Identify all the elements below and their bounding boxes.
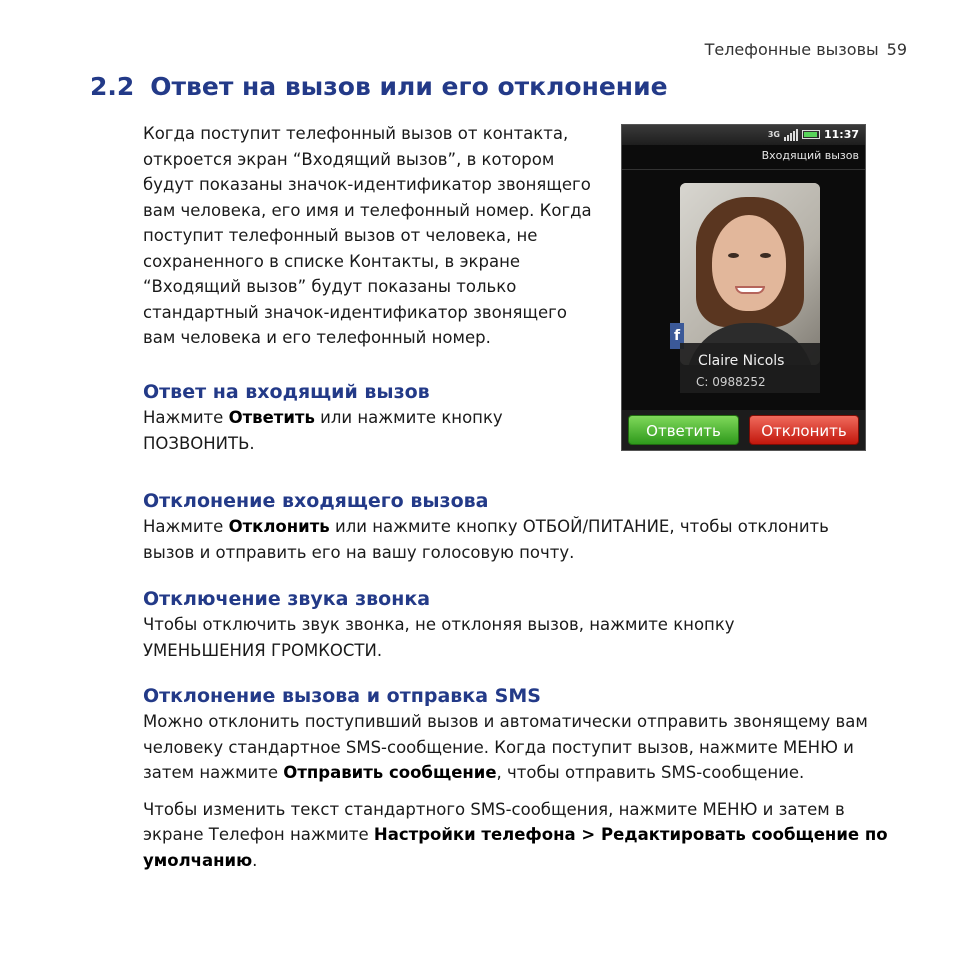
section-decline [143,488,883,565]
signal-icon [784,129,798,141]
chapter-title [90,72,668,101]
caller-phone: C: 0988252 [696,375,766,389]
section-text [143,709,898,786]
section-heading: Отклонение входящего вызова [143,490,489,512]
incoming-call-screenshot [621,124,866,451]
decline-button[interactable]: Отклонить [749,415,859,445]
section-text [143,514,873,565]
bold-term: Отправить сообщение [283,763,497,782]
intro-paragraph: Когда поступит телефонный вызов от контакта, откроется экран “Входящий вызов”, в котором будут показаны значок-идентификатор звонящего вам человека, его имя и телефонный номер. Когда поступит телефонный вызов от человека, не сохраненного в списке Контакты, в экране “Входящий вызов” будут показаны только стандартный значок-идентификатор звонящего вам человека и его телефонный номер. [143,124,592,347]
facebook-icon: f [670,323,684,349]
page-header [705,40,907,59]
chapter-number: 2.2 [90,72,135,101]
section-text: Чтобы отключить звук звонка, не отклоняя вызов, нажмите кнопку УМЕНЬШЕНИЯ ГРОМКОСТИ. [143,615,735,660]
section-heading: Отклонение вызова и отправка SMS [143,685,541,707]
3g-icon: 3G [767,129,780,139]
page-number: 59 [886,40,907,59]
section-text [143,797,898,874]
text-run: или нажмите кнопку ПОЗВОНИТЬ. [143,408,503,453]
text-run: Нажмите [143,408,229,427]
section-heading: Ответ на входящий вызов [143,381,430,403]
call-action-bar [622,410,865,450]
section-mute [143,586,883,663]
section-heading: Отключение звука звонка [143,588,431,610]
bold-term: Настройки телефона > Редактировать сообщение по умолчанию [143,825,888,870]
caller-name: Claire Nicols [698,353,785,369]
divider [622,169,865,170]
bold-term: Ответить [228,408,315,427]
status-bar [622,125,865,145]
section-answer [143,379,523,456]
section-sms [143,683,903,873]
status-icons [768,128,859,141]
text-run: Можно отклонить поступивший вызов и автоматически отправить звонящему вам человеку стандартное SMS-сообщение. Когда поступит вызов, нажмите МЕНЮ и затем нажмите [143,712,868,782]
battery-icon [802,130,820,139]
text-run: Чтобы изменить текст стандартного SMS-сообщения, нажмите МЕНЮ и затем в экране Телефон нажмите [143,799,845,844]
screen-title: Входящий вызов [761,149,859,162]
running-header: Телефонные вызовы [704,40,879,59]
section-text [143,405,523,456]
text-run: , чтобы отправить SMS-сообщение. [496,763,805,782]
text-run: Нажмите [143,517,229,536]
status-clock: 11:37 [823,128,859,141]
text-run: или нажмите кнопку ОТБОЙ/ПИТАНИЕ, чтобы отклонить вызов и отправить его на вашу голосовую почту. [143,517,829,562]
chapter-title-text: Ответ на вызов или его отклонение [150,72,668,101]
answer-button[interactable]: Ответить [628,415,739,445]
caller-photo [680,183,820,365]
bold-term: Отклонить [228,517,330,536]
text-run: . [252,850,258,870]
